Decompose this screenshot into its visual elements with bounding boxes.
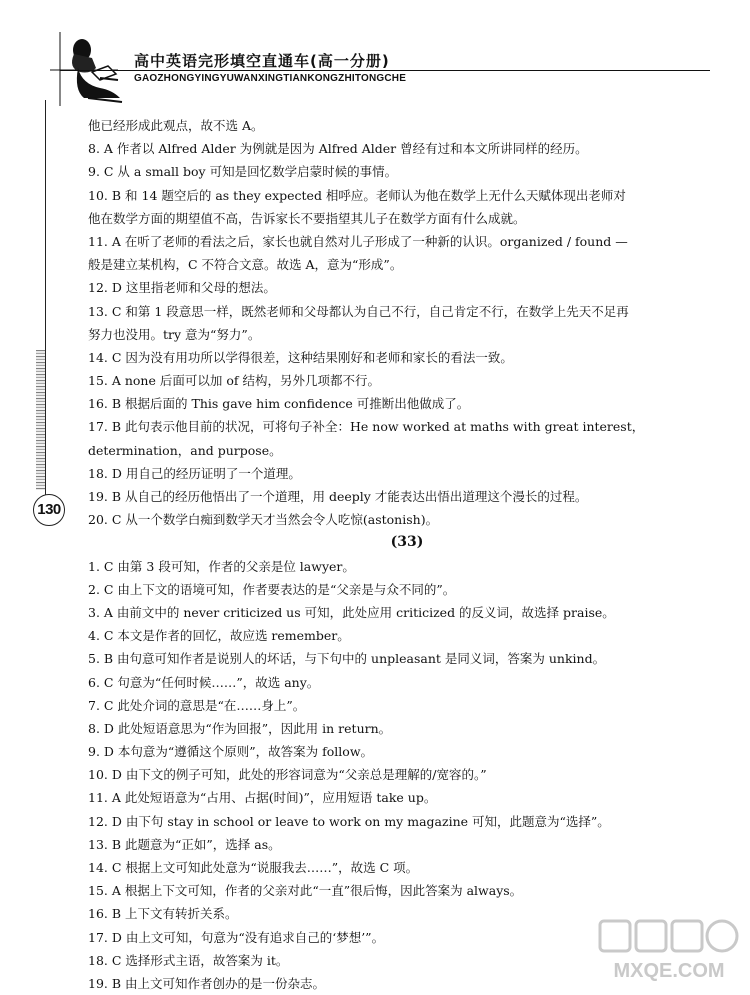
- answer-line: 16. B 根据后面的 This gave him confidence 可推断出他做成了。: [88, 396, 470, 412]
- book-title-pinyin: GAOZHONGYINGYUWANXINGTIANKONGZHITONGCHE: [134, 73, 407, 84]
- answer-line: 18. D 用自己的经历证明了一个道理。: [88, 465, 301, 481]
- answer-line: 11. A 在听了老师的看法之后，家长也就自然对儿子形成了一种新的认识。organized / found —: [88, 233, 628, 249]
- answer-line: 6. C 句意为“任何时候……”，故选 any。: [88, 674, 320, 690]
- answer-line: 10. B 和 14 题空后的 as they expected 相呼应。老师认为他在数学上无什么天赋体现出老师对: [88, 187, 626, 203]
- answer-line: 8. A 作者以 Alfred Alder 为例就是因为 Alfred Alder 曾经有过和本文所讲同样的经历。: [88, 141, 588, 157]
- watermark-logo: [594, 915, 744, 985]
- answer-line: 10. D 由下文的例子可知，此处的形容词意为“父亲总是理解的/宽容的。”: [88, 767, 487, 783]
- answer-line: 20. C 从一个数学白痴到数学天才当然会令人吃惊(astonish)。: [88, 512, 439, 528]
- answer-line: 12. D 由下句 stay in school or leave to work on my magazine 可知，此题意为“选择”。: [88, 813, 610, 829]
- answer-line: 13. C 和第 1 段意思一样，既然老师和父母都认为自己不行，自己肯定不行，在数学上先天不足再: [88, 303, 629, 319]
- watermark-text: MXQE.COM: [613, 960, 725, 982]
- answer-line: 14. C 因为没有用功所以学得很差，这种结果刚好和老师和家长的看法一致。: [88, 349, 513, 365]
- answer-line: 16. B 上下文有转折关系。: [88, 906, 238, 922]
- margin-texture: [36, 350, 45, 490]
- answer-line: 19. B 从自己的经历他悟出了一个道理，用 deeply 才能表达出悟出道理这个漫长的过程。: [88, 489, 588, 504]
- page-number: 130: [33, 494, 65, 526]
- text-line: 般是建立某机构，C 不符合文意。故选 A，意为“形成”。: [88, 257, 403, 273]
- text-line: determination，and purpose。: [88, 442, 282, 458]
- answer-line: 5. B 由句意可知作者是说别人的坏话，与下句中的 unpleasant 是同义词，答案为 unkind。: [88, 651, 606, 667]
- answer-line: 9. C 从 a small boy 可知是回忆数学启蒙时候的事情。: [88, 164, 398, 180]
- section-heading: (33): [390, 534, 424, 551]
- answer-line: 15. A none 后面可以加 of 结构，另外几项都不行。: [88, 373, 380, 389]
- header-divider: [60, 70, 710, 71]
- answer-line: 14. C 根据上文可知此处意为“说服我去……”，故选 C 项。: [88, 860, 419, 875]
- margin-rule: [45, 100, 46, 500]
- book-title: 高中英语完形填空直通车(高一分册): [134, 52, 390, 70]
- answer-line: 2. C 由上下文的语境可知，作者要表达的是“父亲是与众不同的”。: [88, 581, 456, 597]
- answer-line: 12. D 这里指老师和父母的想法。: [88, 280, 276, 296]
- answer-line: 4. C 本文是作者的回忆，故应选 remember。: [88, 628, 350, 644]
- reading-girl-illustration: [48, 28, 138, 106]
- answer-line: 15. A 根据上下文可知，作者的父亲对此“一直”很后悔，因此答案为 always。: [88, 883, 523, 899]
- text-line: 努力也没用。try 意为“努力”。: [88, 326, 261, 342]
- answer-line: 1. C 由第 3 段可知，作者的父亲是位 lawyer。: [88, 558, 355, 574]
- answer-line: 13. B 此题意为“正如”，选择 as。: [88, 836, 281, 852]
- answer-line: 17. D 由上文可知，句意为“没有追求自己的‘梦想’”。: [88, 929, 385, 945]
- text-line: 他在数学方面的期望值不高，告诉家长不要指望其儿子在数学方面有什么成就。: [88, 210, 526, 226]
- text-line: 他已经形成此观点，故不选 A。: [88, 118, 264, 133]
- answer-line: 3. A 由前文中的 never criticized us 可知，此处应用 criticized 的反义词，故选择 praise。: [88, 604, 615, 620]
- answer-line: 7. C 此处介词的意思是“在……身上”。: [88, 697, 306, 713]
- answer-line: 11. A 此处短语意为“占用、占据(时间)”，应用短语 take up。: [88, 790, 437, 806]
- answer-line: 17. B 此句表示他目前的状况，可将句子补全：He now worked at maths with great interest，: [88, 419, 645, 435]
- answer-line: 18. C 选择形式主语，故答案为 it。: [88, 952, 289, 968]
- answer-explanations: [88, 114, 706, 995]
- answer-line: 19. B 由上文可知作者创办的是一份杂志。: [88, 975, 326, 991]
- answer-line: 8. D 此处短语意思为“作为回报”，因此用 in return。: [88, 720, 392, 736]
- answer-line: 9. D 本句意为“遵循这个原则”，故答案为 follow。: [88, 744, 374, 760]
